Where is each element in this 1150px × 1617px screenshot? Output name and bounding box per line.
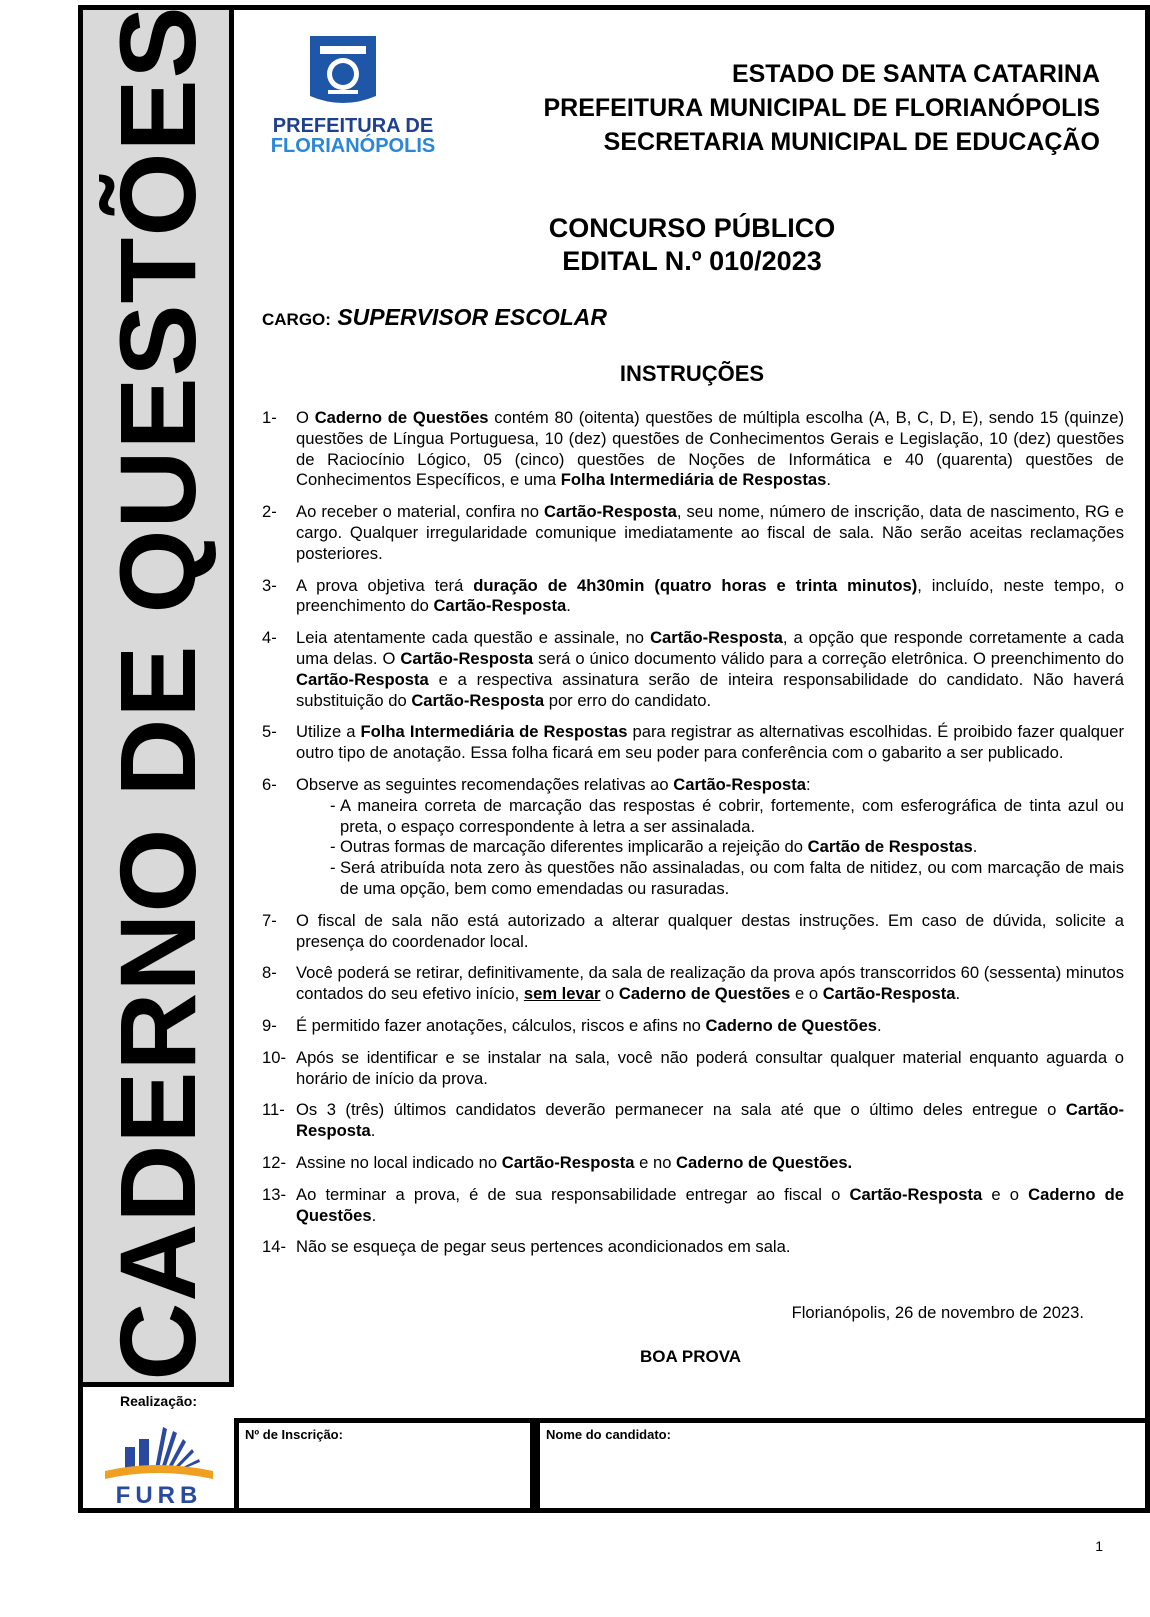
closing-text: BOA PROVA (640, 1347, 742, 1366)
bold-term: Cartão-Resposta (822, 984, 956, 1004)
instruction-number: 8- (262, 963, 277, 983)
text-segment: Ao terminar a prova, é de sua responsabilidade entregar ao fiscal o (296, 1184, 850, 1204)
instruction-text (296, 963, 1124, 1005)
text-segment: o (600, 984, 619, 1004)
subitem-dash: - (330, 858, 336, 878)
cargo-value: SUPERVISOR ESCOLAR (337, 304, 607, 330)
instruction-item (262, 408, 1124, 491)
text-segment: A maneira correta de marcação das respostas é cobrir, fortemente, com esferográfica de tinta azul ou preta, o espaço correspondente à letra a ser assinalada. (340, 795, 1124, 836)
inscricao-field[interactable] (234, 1418, 535, 1508)
instruction-item (262, 1100, 1124, 1142)
bold-term: Cartão-Resposta (411, 690, 545, 710)
text-segment: , a opção que responde corretamente a cada uma delas. O (296, 628, 1124, 668)
cargo-line (262, 304, 607, 331)
instruction-number: 2- (262, 502, 277, 522)
instruction-item (262, 1153, 1124, 1174)
text-segment: Assine no local indicado no (296, 1152, 502, 1172)
prefeitura-logo-line1: PREFEITURA DE (272, 115, 434, 137)
text-segment: , incluído, neste tempo, o preenchimento do (296, 575, 1124, 616)
candidato-label: Nome do candidato: (546, 1427, 671, 1442)
text-segment: Outras formas de marcação diferentes implicarão a rejeição do (340, 837, 808, 857)
instruction-number: 14- (262, 1237, 286, 1257)
bold-term: Cartão-Resposta (849, 1184, 983, 1204)
text-segment: e o (790, 984, 823, 1004)
text-segment: A prova objetiva terá (296, 575, 474, 595)
text-segment: e no (634, 1152, 677, 1172)
bold-term: Cartão-Resposta (296, 669, 429, 689)
instruction-text (296, 1016, 1124, 1037)
bold-term: Cartão-Resposta (433, 596, 567, 616)
bold-term: Folha Intermediária de Respostas (360, 722, 628, 742)
text-segment: Observe as seguintes recomendações relativas ao (296, 774, 674, 794)
text-segment: Ao receber o material, confira no (296, 502, 545, 522)
text-segment: . (371, 1205, 377, 1225)
instruction-text (296, 1185, 1124, 1227)
instruction-text (296, 576, 1124, 618)
furb-logo-text: FURB (115, 1482, 203, 1507)
instruction-item (262, 1185, 1124, 1227)
instruction-number: 5- (262, 722, 277, 742)
header (544, 57, 1101, 159)
cargo-label: CARGO: (262, 310, 331, 329)
instructions-list (262, 408, 1124, 1269)
instruction-text (296, 1153, 1124, 1174)
instruction-number: 1- (262, 408, 277, 427)
realizacao-box (83, 1382, 234, 1508)
text-segment: Os 3 (três) últimos candidatos deverão permanecer na sala até que o último deles entregue o (296, 1100, 1066, 1120)
text-segment: e o (982, 1184, 1029, 1204)
instruction-number: 7- (262, 910, 277, 930)
concurso-title (466, 212, 918, 278)
text-segment: será o único documento válido para a correção eletrônica. O preenchimento do (533, 648, 1124, 668)
text-segment: para registrar as alternativas escolhidas. É proibido fazer qualquer outro tipo de anotação. Essa folha ficará em seu poder para conferência com o gabarito a ser publicado. (296, 722, 1124, 763)
bold-term: Cartão-Resposta (673, 774, 807, 794)
text-segment: . (877, 1015, 882, 1035)
bold-term: sem levar (523, 984, 601, 1004)
text-segment: . (826, 470, 831, 490)
header-line-secretaria: SECRETARIA MUNICIPAL DE EDUCAÇÃO (603, 128, 1100, 156)
instruction-text (296, 775, 1124, 796)
instruction-item (262, 576, 1124, 618)
instruction-number: 6- (262, 774, 277, 794)
text-segment: contém 80 (oitenta) questões de múltipla escolha (A, B, C, D, E), sendo 15 (quinze) questões de Língua Portuguesa, 10 (dez) questões de Conhecimentos Gerais e Legislação, 10 (dez) questões de Raciocínio Lógico, 05 (cinco) questões de Noções de Informática e 40 (quarenta) questões de Conhecimentos Específicos, e uma (296, 408, 1124, 490)
bold-term: duração de 4h30min (quatro horas e trinta minutos) (473, 575, 918, 595)
instruction-number: 13- (262, 1184, 286, 1204)
instruction-text (296, 1237, 1124, 1258)
furb-logo (97, 1421, 221, 1507)
text-segment: O fiscal de sala não está autorizado a alterar qualquer destas instruções. Em caso de dúvida, solicite a presença do coordenador local. (296, 910, 1124, 951)
bold-term: Caderno de Questões (618, 984, 791, 1004)
text-segment: Após se identificar e se instalar na sala, você não poderá consultar qualquer material enquanto aguarda o horário de início da prova. (296, 1047, 1124, 1088)
instruction-item (262, 502, 1124, 564)
instruction-item (262, 911, 1124, 953)
place-date: Florianópolis, 26 de novembro de 2023. (791, 1303, 1084, 1322)
instruction-text (296, 502, 1124, 564)
text-segment: : (806, 774, 811, 794)
text-segment: Leia atentamente cada questão e assinale, no (296, 628, 651, 648)
instruction-number: 11- (262, 1100, 285, 1120)
text-segment: e a respectiva assinatura serão de inteira responsabilidade do candidato. Não haverá substituição do (296, 669, 1124, 710)
bold-term: Cartão-Resposta (650, 628, 783, 648)
candidato-name-field[interactable] (535, 1418, 1150, 1508)
header-line-state: ESTADO DE SANTA CATARINA (731, 60, 1100, 88)
concurso-line1: CONCURSO PÚBLICO (548, 213, 836, 243)
header-line-prefeitura: PREFEITURA MUNICIPAL DE FLORIANÓPOLIS (543, 94, 1100, 122)
text-segment: Não se esqueça de pegar seus pertences acondicionados em sala. (296, 1237, 791, 1257)
bold-term: Caderno de Questões (314, 408, 489, 427)
text-segment: . (566, 596, 571, 616)
inscricao-label: Nº de Inscrição: (245, 1427, 343, 1442)
instruction-subitem (296, 858, 1124, 900)
bold-term: Cartão de Respostas (807, 837, 973, 857)
prefeitura-logo (268, 34, 438, 164)
subitem-dash: - (330, 795, 336, 815)
text-segment: Utilize a (296, 722, 361, 742)
bold-term: Folha Intermediária de Respostas (560, 470, 827, 490)
instruction-item (262, 1016, 1124, 1037)
instruction-number: 4- (262, 628, 277, 648)
instruction-number: 12- (262, 1152, 286, 1172)
instruction-item (262, 775, 1124, 900)
text-segment: É permitido fazer anotações, cálculos, riscos e afins no (296, 1015, 706, 1035)
instruction-text (296, 1100, 1124, 1142)
instruction-text (296, 911, 1124, 953)
prefeitura-logo-line2: FLORIANÓPOLIS (270, 135, 436, 157)
text-segment: . (972, 837, 978, 857)
instruction-number: 9- (262, 1015, 277, 1035)
bold-term: Cartão-Resposta (296, 1100, 1124, 1141)
instruction-subitem (296, 796, 1124, 838)
bold-term: Caderno de Questões (296, 1184, 1124, 1225)
realizacao-label: Realização: (119, 1393, 198, 1409)
instruction-text (296, 1048, 1124, 1090)
bold-term: Cartão-Resposta (400, 648, 534, 668)
instruction-item (262, 1237, 1124, 1258)
bold-term: Caderno de Questões. (676, 1152, 853, 1172)
instruction-item (262, 963, 1124, 1005)
instructions-title: INSTRUÇÕES (619, 361, 765, 386)
side-title: CADERNO DE QUESTÕES (97, 5, 218, 1381)
instruction-item (262, 628, 1124, 711)
instruction-number: 3- (262, 575, 277, 595)
subitem-dash: - (330, 837, 336, 857)
instruction-text (296, 722, 1124, 764)
instruction-item (262, 1048, 1124, 1090)
page-number: 1 (1095, 1538, 1103, 1554)
text-segment: . (955, 984, 961, 1004)
instruction-number: 10- (262, 1047, 286, 1067)
text-segment: . (370, 1121, 376, 1141)
instruction-text (296, 628, 1124, 711)
text-segment: por erro do candidato. (544, 690, 712, 710)
text-segment: Você poderá se retirar, definitivamente, da sala de realização da prova após transcorridos 60 (sessenta) minutos contados do seu efetivo início, (296, 963, 1124, 1004)
bold-term: Caderno de Questões (705, 1015, 878, 1035)
bold-term: Cartão-Resposta (501, 1152, 635, 1172)
text-segment: O (296, 408, 315, 427)
instruction-item (262, 722, 1124, 764)
edital-line: EDITAL N.º 010/2023 (562, 246, 822, 276)
bold-term: Cartão-Resposta (544, 502, 677, 522)
instruction-subitem (296, 837, 1124, 858)
text-segment: Será atribuída nota zero às questões não assinaladas, ou com falta de nitidez, ou com marcação de mais de uma opção, bem como emendadas ou rasuradas. (340, 858, 1124, 898)
instruction-text (296, 408, 1124, 491)
text-segment: , seu nome, número de inscrição, data de nascimento, RG e cargo. Qualquer irregularidade comunique imediatamente ao fiscal de sala. Não serão aceitas reclamações posteriores. (296, 502, 1124, 563)
